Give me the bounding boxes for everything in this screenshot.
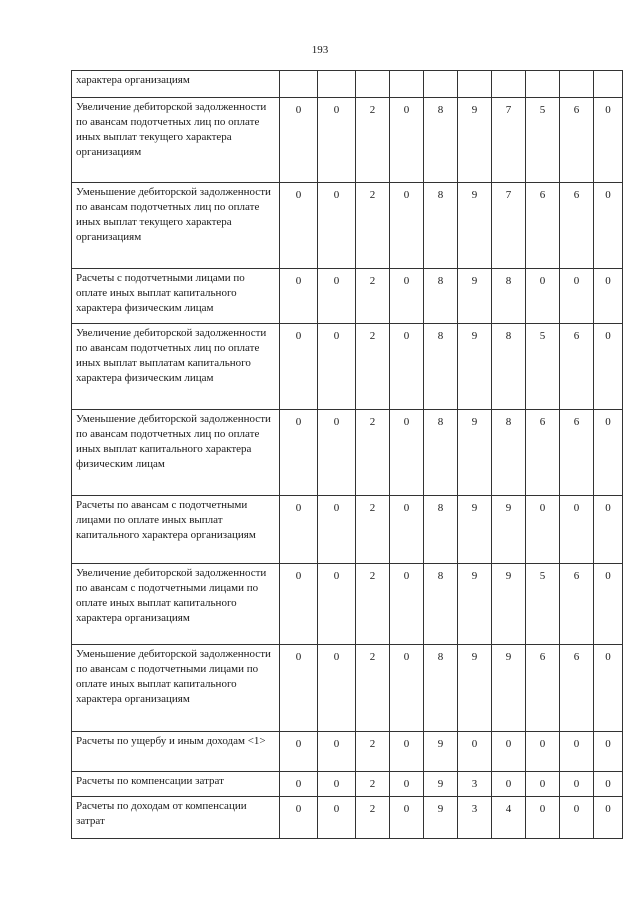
code-digit-cell: 0: [560, 269, 594, 324]
code-digit-cell: 6: [526, 183, 560, 269]
page-number: 193: [311, 44, 329, 56]
code-digit-cell: 0: [390, 269, 424, 324]
code-digit-cell: 0: [318, 797, 356, 839]
code-digit-cell: [526, 71, 560, 98]
code-digit-cell: [458, 71, 492, 98]
code-digit-cell: 8: [424, 324, 458, 410]
code-digit-cell: 6: [560, 324, 594, 410]
account-name-cell: Увеличение дебиторской задолженности по авансам с подотчетными лицами по оплате иных выплат капитального характера организациям: [72, 564, 280, 645]
code-digit-cell: 6: [560, 645, 594, 732]
code-digit-cell: 0: [526, 772, 560, 797]
code-digit-cell: 0: [280, 269, 318, 324]
code-digit-cell: 0: [594, 410, 623, 496]
code-digit-cell: 5: [526, 564, 560, 645]
code-digit-cell: 2: [356, 772, 390, 797]
code-digit-cell: 0: [318, 410, 356, 496]
code-digit-cell: [356, 71, 390, 98]
code-digit-cell: 0: [594, 98, 623, 183]
code-digit-cell: 8: [424, 98, 458, 183]
account-name-cell: Расчеты по авансам с подотчетными лицами по оплате иных выплат капитального характера организациям: [72, 496, 280, 564]
code-digit-cell: 2: [356, 98, 390, 183]
table-row: [72, 797, 623, 839]
code-digit-cell: 9: [492, 496, 526, 564]
code-digit-cell: 2: [356, 732, 390, 772]
code-digit-cell: 9: [458, 496, 492, 564]
code-digit-cell: 2: [356, 324, 390, 410]
code-digit-cell: 6: [526, 410, 560, 496]
code-digit-cell: 0: [318, 772, 356, 797]
code-digit-cell: 0: [318, 183, 356, 269]
code-digit-cell: 8: [424, 496, 458, 564]
table-row: [72, 496, 623, 564]
account-name-cell: характера организациям: [72, 71, 280, 98]
code-digit-cell: 0: [280, 98, 318, 183]
code-digit-cell: 9: [424, 772, 458, 797]
code-digit-cell: 6: [560, 410, 594, 496]
code-digit-cell: 0: [560, 732, 594, 772]
code-digit-cell: 0: [318, 564, 356, 645]
code-digit-cell: 8: [424, 645, 458, 732]
account-name-cell: Увеличение дебиторской задолженности по авансам подотчетных лиц по оплате иных выплат выплатам капитального характера физическим лицам: [72, 324, 280, 410]
code-digit-cell: 0: [280, 496, 318, 564]
code-digit-cell: 9: [458, 183, 492, 269]
code-digit-cell: 9: [458, 98, 492, 183]
code-digit-cell: 2: [356, 269, 390, 324]
code-digit-cell: 9: [458, 645, 492, 732]
table-row: [72, 772, 623, 797]
code-digit-cell: 0: [318, 269, 356, 324]
account-name-cell: Уменьшение дебиторской задолженности по авансам с подотчетными лицами по оплате иных выплат капитального характера организациям: [72, 645, 280, 732]
code-digit-cell: 0: [560, 496, 594, 564]
code-digit-cell: 0: [594, 732, 623, 772]
table-row: [72, 645, 623, 732]
code-digit-cell: 0: [280, 410, 318, 496]
code-digit-cell: 0: [318, 98, 356, 183]
account-name-cell: Уменьшение дебиторской задолженности по авансам подотчетных лиц по оплате иных выплат капитального характера физическим лицам: [72, 410, 280, 496]
code-digit-cell: 0: [390, 410, 424, 496]
accounts-table: [71, 70, 623, 839]
code-digit-cell: [594, 71, 623, 98]
account-name-cell: Увеличение дебиторской задолженности по авансам подотчетных лиц по оплате иных выплат текущего характера организациям: [72, 98, 280, 183]
table-row: [72, 732, 623, 772]
table-row: [72, 98, 623, 183]
code-digit-cell: 8: [424, 564, 458, 645]
code-digit-cell: 2: [356, 410, 390, 496]
code-digit-cell: 4: [492, 797, 526, 839]
code-digit-cell: 0: [594, 183, 623, 269]
code-digit-cell: 0: [594, 496, 623, 564]
code-digit-cell: 0: [526, 732, 560, 772]
table-body: [72, 71, 623, 839]
code-digit-cell: 0: [594, 564, 623, 645]
code-digit-cell: 0: [560, 772, 594, 797]
code-digit-cell: 0: [390, 183, 424, 269]
code-digit-cell: [560, 71, 594, 98]
code-digit-cell: 3: [458, 772, 492, 797]
table-row: [72, 564, 623, 645]
code-digit-cell: 0: [560, 797, 594, 839]
code-digit-cell: 0: [280, 645, 318, 732]
code-digit-cell: 0: [390, 732, 424, 772]
code-digit-cell: 9: [492, 645, 526, 732]
code-digit-cell: 0: [318, 324, 356, 410]
table-row: [72, 410, 623, 496]
code-digit-cell: 2: [356, 564, 390, 645]
code-digit-cell: 0: [594, 324, 623, 410]
code-digit-cell: 9: [424, 797, 458, 839]
table-row: [72, 183, 623, 269]
account-name-cell: Расчеты по доходам от компенсации затрат: [72, 797, 280, 839]
account-name-cell: Расчеты по компенсации затрат: [72, 772, 280, 797]
code-digit-cell: 5: [526, 98, 560, 183]
code-digit-cell: 0: [594, 269, 623, 324]
code-digit-cell: 2: [356, 496, 390, 564]
code-digit-cell: 8: [492, 324, 526, 410]
code-digit-cell: [424, 71, 458, 98]
code-digit-cell: 0: [594, 645, 623, 732]
code-digit-cell: 2: [356, 797, 390, 839]
code-digit-cell: 8: [424, 410, 458, 496]
code-digit-cell: 5: [526, 324, 560, 410]
code-digit-cell: 8: [424, 269, 458, 324]
table-row: [72, 324, 623, 410]
code-digit-cell: 9: [458, 410, 492, 496]
code-digit-cell: 9: [458, 324, 492, 410]
code-digit-cell: 0: [526, 269, 560, 324]
code-digit-cell: 0: [318, 496, 356, 564]
code-digit-cell: 9: [424, 732, 458, 772]
code-digit-cell: 0: [390, 564, 424, 645]
code-digit-cell: [318, 71, 356, 98]
code-digit-cell: 0: [318, 645, 356, 732]
code-digit-cell: 9: [492, 564, 526, 645]
code-digit-cell: 2: [356, 645, 390, 732]
code-digit-cell: 6: [560, 564, 594, 645]
code-digit-cell: 0: [390, 98, 424, 183]
code-digit-cell: 2: [356, 183, 390, 269]
code-digit-cell: 6: [560, 98, 594, 183]
code-digit-cell: 0: [280, 324, 318, 410]
code-digit-cell: 0: [526, 797, 560, 839]
code-digit-cell: 0: [492, 772, 526, 797]
table-row: [72, 71, 623, 98]
code-digit-cell: 0: [280, 564, 318, 645]
code-digit-cell: 0: [594, 772, 623, 797]
code-digit-cell: 0: [280, 183, 318, 269]
code-digit-cell: 7: [492, 183, 526, 269]
code-digit-cell: 8: [492, 410, 526, 496]
code-digit-cell: 0: [280, 772, 318, 797]
code-digit-cell: 6: [526, 645, 560, 732]
code-digit-cell: 9: [458, 564, 492, 645]
code-digit-cell: [280, 71, 318, 98]
code-digit-cell: 0: [280, 797, 318, 839]
code-digit-cell: 0: [390, 797, 424, 839]
code-digit-cell: 8: [424, 183, 458, 269]
code-digit-cell: 0: [526, 496, 560, 564]
code-digit-cell: 0: [318, 732, 356, 772]
table-row: [72, 269, 623, 324]
code-digit-cell: 3: [458, 797, 492, 839]
code-digit-cell: 0: [280, 732, 318, 772]
code-digit-cell: 0: [390, 496, 424, 564]
account-name-cell: Расчеты по ущербу и иным доходам <1>: [72, 732, 280, 772]
code-digit-cell: 9: [458, 269, 492, 324]
code-digit-cell: 0: [458, 732, 492, 772]
code-digit-cell: 0: [492, 732, 526, 772]
code-digit-cell: 0: [594, 797, 623, 839]
code-digit-cell: 0: [390, 324, 424, 410]
account-name-cell: Уменьшение дебиторской задолженности по авансам подотчетных лиц по оплате иных выплат текущего характера организациям: [72, 183, 280, 269]
code-digit-cell: [492, 71, 526, 98]
code-digit-cell: 0: [390, 772, 424, 797]
code-digit-cell: 7: [492, 98, 526, 183]
code-digit-cell: 8: [492, 269, 526, 324]
account-name-cell: Расчеты с подотчетными лицами по оплате иных выплат капитального характера физическим лицам: [72, 269, 280, 324]
code-digit-cell: [390, 71, 424, 98]
code-digit-cell: 6: [560, 183, 594, 269]
code-digit-cell: 0: [390, 645, 424, 732]
